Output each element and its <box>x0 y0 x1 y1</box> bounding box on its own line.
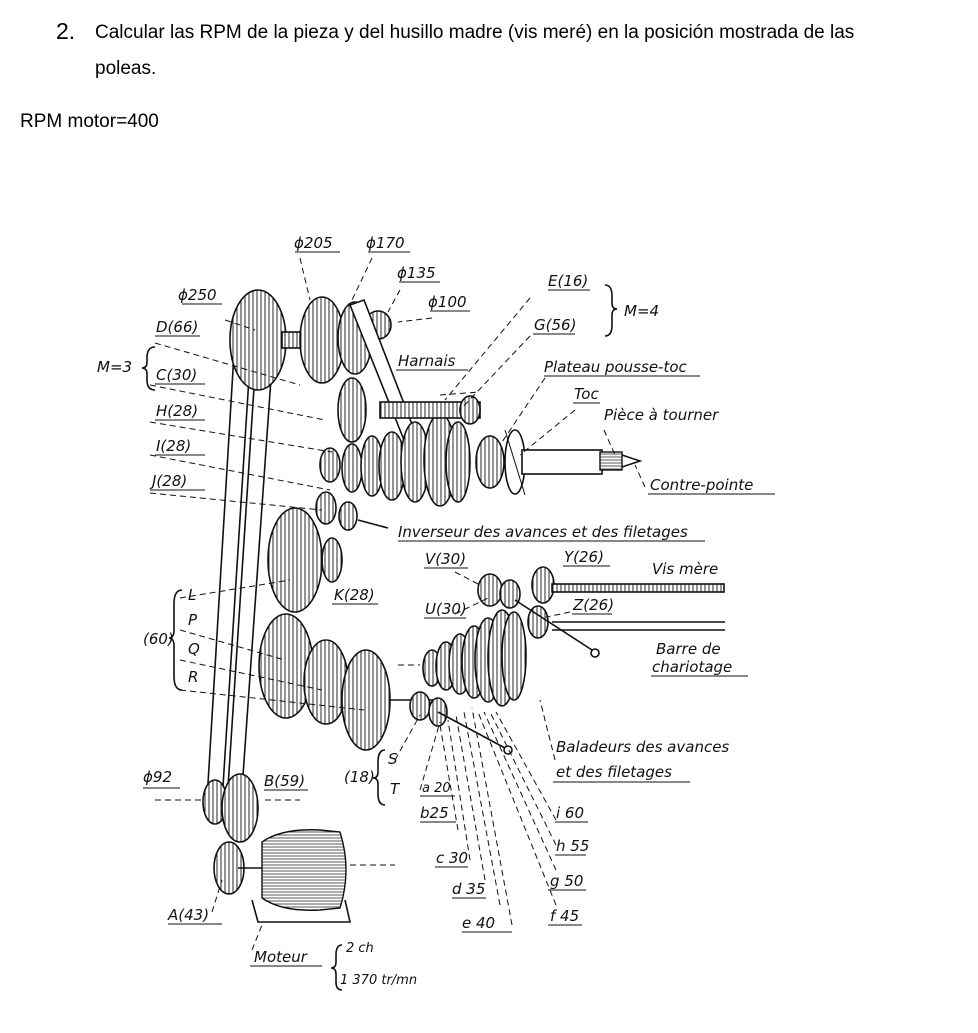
label-d205: ϕ205 <box>294 234 333 252</box>
label-baladeurs-1: Baladeurs des avances <box>556 738 730 756</box>
diagram-labels <box>97 234 753 988</box>
label-module-4: M=4 <box>624 302 660 320</box>
label-gear-e: E(16) <box>548 272 589 290</box>
label-barre-1: Barre de <box>656 640 721 658</box>
label-gear-y: Y(26) <box>564 548 604 566</box>
label-gear-i: I(28) <box>156 437 192 455</box>
label-gear-z: Z(26) <box>573 596 615 614</box>
inverseur-gears <box>316 492 388 582</box>
label-inverseur: Inverseur des avances et des filetages <box>398 523 688 541</box>
label-barre-2: chariotage <box>652 658 733 676</box>
label-motor-power: 2 ch <box>346 941 374 956</box>
braces <box>142 285 617 990</box>
label-gear-i60: i 60 <box>556 804 585 822</box>
spindle-assembly <box>476 430 640 495</box>
label-gear-g50: g 50 <box>550 872 584 890</box>
motor-assembly <box>203 774 350 922</box>
belt-motor-to-cone <box>207 320 275 818</box>
label-gear-g: G(56) <box>534 316 577 334</box>
label-plateau: Plateau pousse-toc <box>544 358 687 376</box>
label-gear-j: J(28) <box>152 472 188 490</box>
label-gear-d35: d 35 <box>452 880 486 898</box>
label-gear-b59: B(59) <box>264 772 306 790</box>
label-teeth-18: (18) <box>344 768 375 786</box>
label-harnais: Harnais <box>398 352 456 370</box>
label-gear-q: Q <box>188 640 200 658</box>
label-gear-v: V(30) <box>425 550 467 568</box>
label-baladeurs-2: et des filetages <box>556 763 672 781</box>
label-gear-p: P <box>188 611 198 629</box>
label-gear-f45: f 45 <box>550 907 580 925</box>
label-d135: ϕ135 <box>397 264 436 282</box>
label-gear-c: C(30) <box>156 366 198 384</box>
label-d170: ϕ170 <box>366 234 405 252</box>
label-d250: ϕ250 <box>178 286 217 304</box>
label-gear-h55: h 55 <box>556 837 590 855</box>
label-d92: ϕ92 <box>143 768 172 786</box>
label-gear-l: L <box>188 586 197 604</box>
label-gear-t: T <box>390 780 400 798</box>
label-module-3: M=3 <box>97 358 133 376</box>
label-gear-b25: b25 <box>420 804 449 822</box>
label-gear-k: K(28) <box>334 586 375 604</box>
motor-rpm-note: RPM motor=400 <box>20 111 159 132</box>
question-text-line1: Calcular las RPM de la pieza y del husillo madre (vis meré) en la posición mostrada de las <box>95 22 855 43</box>
label-piece: Pièce à tourner <box>604 406 719 424</box>
question-text-line2: poleas. <box>95 58 157 79</box>
label-gear-c30: c 30 <box>436 849 469 867</box>
label-gear-u: U(30) <box>425 600 467 618</box>
label-d100: ϕ100 <box>428 293 467 311</box>
label-moteur: Moteur <box>254 948 307 966</box>
label-teeth-60: (60) <box>143 630 174 648</box>
label-motor-speed: 1 370 tr/mn <box>340 973 418 988</box>
label-toc: Toc <box>574 385 599 403</box>
label-gear-s: S <box>388 750 398 768</box>
label-gear-r: R <box>188 668 199 686</box>
question-number: 2. <box>56 18 76 44</box>
label-gear-d: D(66) <box>156 318 199 336</box>
label-contre-pointe: Contre-pointe <box>650 476 754 494</box>
label-gear-e40: e 40 <box>462 914 496 932</box>
label-gear-h: H(28) <box>156 402 199 420</box>
label-gear-a43: A(43) <box>168 906 210 924</box>
label-vis-mere: Vis mère <box>652 560 719 578</box>
label-gear-a20: a 20 <box>422 781 451 796</box>
